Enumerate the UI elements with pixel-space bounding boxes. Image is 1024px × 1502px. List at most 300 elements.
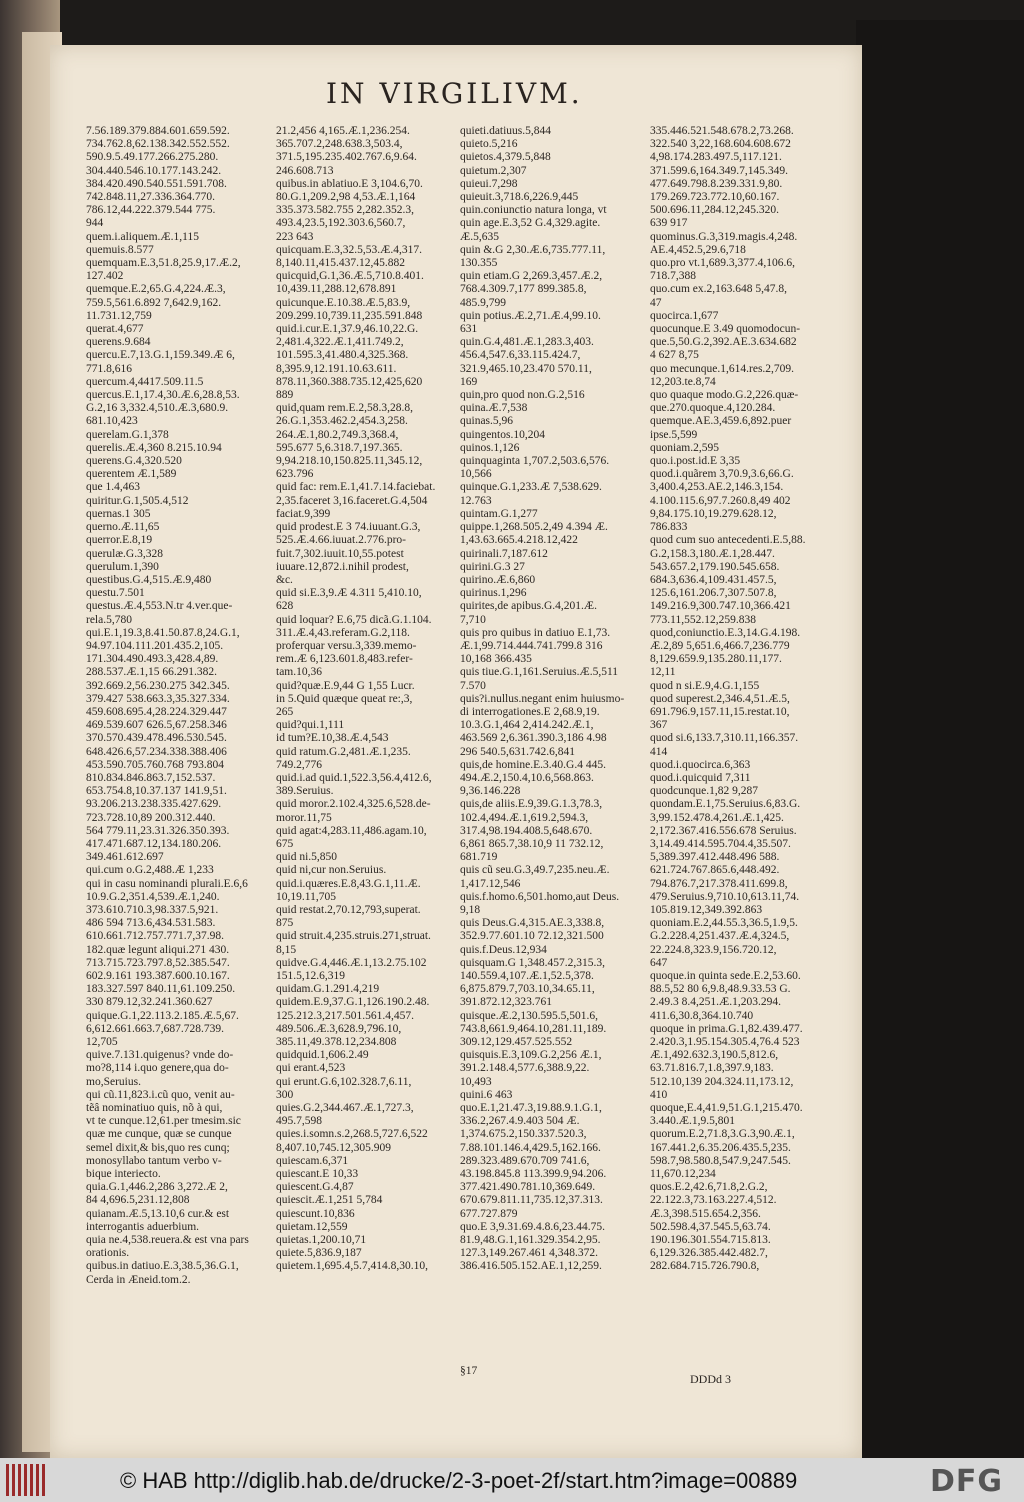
index-line: querens.9.684 bbox=[86, 336, 151, 349]
index-line: 392.669.2,56.230.275 342.345. bbox=[86, 679, 230, 692]
index-line: 7.570 bbox=[460, 679, 486, 692]
index-line: quin.coniunctio natura longa, vt bbox=[460, 204, 607, 217]
index-line: rela.5,780 bbox=[86, 613, 132, 626]
index-line: quin &.G 2,30.Æ.6,735.777.11, bbox=[460, 243, 606, 256]
index-line: quid?quæ.E.9,44 G 1,55 Lucr. bbox=[276, 679, 415, 692]
index-line: 2.420.3,1.95.154.305.4,76.4 523 bbox=[650, 1036, 800, 1049]
index-line: 459.608.695.4,28.224.329.447 bbox=[86, 705, 227, 718]
index-line: 384.420.490.540.551.591.708. bbox=[86, 177, 227, 190]
index-line: qui erant.4,523 bbox=[276, 1062, 346, 1075]
index-line: 4,98.174.283.497.5,117.121. bbox=[650, 151, 782, 164]
index-line: mo?8,114 i.quo genere,qua do- bbox=[86, 1062, 229, 1075]
index-line: 3,14.49.414.595.704.4,35.507. bbox=[650, 837, 791, 850]
index-line: qui cũ.11,823.i.cũ quo, venit au- bbox=[86, 1088, 235, 1101]
index-line: 2,35.faceret 3,16.faceret.G.4,504 bbox=[276, 494, 428, 507]
index-line: qui.cum o.G.2,488.Æ 1,233 bbox=[86, 864, 214, 877]
index-line: quieti.datiuus.5,844 bbox=[460, 125, 552, 137]
index-line: 371.5,195.235.402.767.6,9.64. bbox=[276, 151, 417, 164]
index-line: 564 779.11,23.31.326.350.393. bbox=[86, 824, 230, 837]
index-line: 889 bbox=[276, 389, 294, 402]
index-line: quoniam.2,595 bbox=[650, 441, 719, 454]
index-line: 81.9,48.G.1,161.329.354.2,95. bbox=[460, 1234, 601, 1247]
index-line: quietum.2,307 bbox=[460, 164, 527, 177]
index-line: 12,11 bbox=[650, 666, 676, 679]
index-line: quidquid.1,606.2.49 bbox=[276, 1049, 369, 1062]
index-line: quod.i.quicquid 7,311 bbox=[650, 771, 751, 784]
index-line: Æ.3,398.515.654.2,356. bbox=[650, 1207, 761, 1220]
index-line: quominus.G.3,319.magis.4,248. bbox=[650, 230, 798, 243]
index-line: 330 879.12,32.241.360.627 bbox=[86, 996, 213, 1009]
index-line: 8,407.10,745.12,305.909 bbox=[276, 1141, 391, 1154]
index-line: quirinus.1,296 bbox=[460, 587, 527, 600]
index-line: 631 bbox=[460, 323, 478, 336]
index-line: 742.848.11,27.336.364.770. bbox=[86, 191, 215, 204]
index-line: quid?qui.1,111 bbox=[276, 719, 345, 732]
index-line: 623.796 bbox=[276, 468, 314, 481]
index-column-3 bbox=[460, 125, 650, 1380]
index-line: 453.590.705.760.768 793.804 bbox=[86, 758, 224, 771]
index-line: 543.657.2,179.190.545.658. bbox=[650, 560, 780, 573]
index-line: querat.4,677 bbox=[86, 323, 144, 336]
index-line: 289.323.489.670.709 741.6, bbox=[460, 1154, 590, 1167]
index-line: 371.599.6,164.349.7,145.349. bbox=[650, 164, 788, 177]
index-line: 684.3,636.4,109.431.457.5, bbox=[650, 573, 777, 586]
index-line: 8,15 bbox=[276, 943, 297, 956]
index-line: 22.224.8,323.9,156.720.12, bbox=[650, 943, 777, 956]
index-line: 296 540.5,631.742.6,841 bbox=[460, 745, 575, 758]
index-line: 723.728.10,89 200.312.440. bbox=[86, 811, 216, 824]
index-line: quid agat:4,283.11,486.agam.10, bbox=[276, 824, 427, 837]
index-line: quieto.5,216 bbox=[460, 138, 518, 151]
index-line: 759.5,561.6.892 7,642.9,162. bbox=[86, 296, 222, 309]
index-line: 102.4,494.Æ.1,619.2,594.3, bbox=[460, 811, 589, 824]
index-line: 282.684.715.726.790.8, bbox=[650, 1260, 760, 1273]
index-column-2 bbox=[276, 125, 466, 1380]
index-line: 493.4,23.5,192.303.6,560.7, bbox=[276, 217, 406, 230]
index-line: quis tiue.G.1,161.Seruius.Æ.5,511 bbox=[460, 666, 619, 679]
index-line: 80.G.1,209.2,98 4,53.Æ.1,164 bbox=[276, 191, 416, 204]
index-line: quid loquar? E.6,75 dicã.G.1.104. bbox=[276, 613, 432, 626]
index-line: quicquid,G.1,36.Æ.5,710.8.401. bbox=[276, 270, 424, 283]
index-line: 373.610.710.3,98.337.5,921. bbox=[86, 903, 219, 916]
index-line: quin etiam.G 2,269.3,457.Æ.2, bbox=[460, 270, 603, 283]
index-line: quocirca.1,677 bbox=[650, 309, 719, 322]
index-line: tẽâ nominatiuo quis, nõ à qui, bbox=[86, 1102, 223, 1115]
index-line: quieui.7,298 bbox=[460, 177, 518, 190]
hab-barcode-icon bbox=[6, 1464, 46, 1496]
index-line: quid ni.5,850 bbox=[276, 851, 338, 864]
index-line: quies.i.somn.s.2,268.5,727.6,522 bbox=[276, 1128, 428, 1141]
index-line: 718.7,388 bbox=[650, 270, 696, 283]
index-line: 2,172.367.416.556.678 Seruius. bbox=[650, 824, 797, 837]
index-line: 810.834.846.863.7,152.537. bbox=[86, 771, 216, 784]
index-line: 26.G.1,353.462.2,454.3,258. bbox=[276, 415, 408, 428]
index-line: 602.9.161 193.387.600.10.167. bbox=[86, 970, 230, 982]
index-line: quernas.1 305 bbox=[86, 507, 151, 520]
index-line: quiescit.Æ.1,251 5,784 bbox=[276, 1194, 383, 1207]
index-line: quis,de aliis.E.9,39.G.1.3,78.3, bbox=[460, 798, 603, 811]
index-line: quis pro quibus in datiuo E.1,73. bbox=[460, 626, 611, 639]
index-line: 21.2,456 4,165.Æ.1,236.254. bbox=[276, 125, 410, 137]
index-line: monosyllabo tantum verbo v- bbox=[86, 1154, 222, 1167]
index-line: ipse.5,599 bbox=[650, 428, 698, 441]
index-line: 875 bbox=[276, 917, 294, 930]
index-line: 179.269.723.772.10,60.167. bbox=[650, 191, 780, 204]
index-line: 183.327.597 840.11,61.109.250. bbox=[86, 983, 236, 996]
index-line: 10,566 bbox=[460, 468, 492, 481]
index-line: quiete.5,836.9,187 bbox=[276, 1247, 362, 1260]
index-line: quod.i.quãrem 3,70.9,3.6,66.G. bbox=[650, 468, 794, 481]
index-line: querulæ.G.3,328 bbox=[86, 547, 163, 560]
index-line: 88.5,52 80 6,9.8,48.9.33.53 G. bbox=[650, 983, 791, 996]
index-line: 352.9.77.601.10 72.12,321.500 bbox=[460, 930, 604, 943]
index-line: semel dixit,& bis,quo res cunq; bbox=[86, 1141, 230, 1154]
index-line: 749.2,776 bbox=[276, 758, 322, 771]
index-line: querno.Æ.11,65 bbox=[86, 521, 160, 534]
index-line: 648.426.6,57.234.338.388.406 bbox=[86, 745, 227, 758]
index-line: 7.88.101.146.4,429.5,162.166. bbox=[460, 1141, 601, 1154]
index-line: bique interiecto. bbox=[86, 1168, 161, 1181]
index-line: quemuis.8.577 bbox=[86, 243, 154, 256]
index-line: quemque.AE.3,459.6,892.puer bbox=[650, 415, 792, 428]
index-line: 182.quæ legunt aliqui.271 430. bbox=[86, 943, 230, 956]
index-line: quive.7.131.quigenus? vnde do- bbox=[86, 1049, 234, 1062]
index-line: quis.f.homo.6,501.homo,aut Deus. bbox=[460, 890, 620, 903]
index-line: 140.559.4,107.Æ.1,52.5,378. bbox=[460, 970, 594, 982]
index-line: 10,19.11,705 bbox=[276, 890, 336, 903]
index-column-4 bbox=[650, 125, 850, 1380]
index-line: 10.3.G.1,464 2,414.242.Æ.1, bbox=[460, 719, 594, 732]
index-line: 386.416.505.152.AE.1,12,259. bbox=[460, 1260, 602, 1273]
index-line: 4.100.115.6,97.7.260.8,49 402 bbox=[650, 494, 791, 507]
index-line: faciat.9,399 bbox=[276, 507, 331, 520]
index-line: 10,168 366.435 bbox=[460, 653, 532, 666]
index-line: 512.10,139 204.324.11,173.12, bbox=[650, 1075, 794, 1088]
index-line: quis.f.Deus.12,934 bbox=[460, 943, 547, 956]
index-line: quodcunque.1,82 9,287 bbox=[650, 785, 758, 798]
index-line: in 5.Quid quæque queat re:,3, bbox=[276, 692, 413, 705]
index-line: 1,43.63.665.4.218.12,422 bbox=[460, 534, 578, 547]
index-line: quorum.E.2,71.8,3.G.3,90.Æ.1, bbox=[650, 1128, 795, 1141]
index-line: 3.440.Æ.1,9.5,801 bbox=[650, 1115, 735, 1128]
index-line: quinquaginta 1,707.2,503.6,576. bbox=[460, 455, 610, 468]
index-line: 681.10,423 bbox=[86, 415, 138, 428]
index-line: 12.763 bbox=[460, 494, 492, 507]
index-line: quocunque.E 3.49 quomodocun- bbox=[650, 323, 801, 336]
index-line: quisquis.E.3,109.G.2,256 Æ.1, bbox=[460, 1049, 602, 1062]
index-line: 377.421.490.781.10,369.649. bbox=[460, 1181, 596, 1194]
index-line: 479.Seruius.9,710.10,613.11,74. bbox=[650, 890, 800, 903]
dfg-logo: DFG bbox=[930, 1464, 1004, 1499]
index-line: querens.G.4,320.520 bbox=[86, 455, 182, 468]
index-line: quis,de homine.E.3.40.G.4 445. bbox=[460, 758, 606, 771]
index-line: quini.6 463 bbox=[460, 1088, 513, 1101]
index-line: 7.56.189.379.884.601.659.592. bbox=[86, 125, 230, 137]
index-line: quæ me cunque, quæ se cunque bbox=[86, 1128, 232, 1141]
index-line: 2,481.4,322.Æ.1,411.749.2, bbox=[276, 336, 404, 349]
index-line: 670.679.811.11,735.12,37.313. bbox=[460, 1194, 603, 1207]
index-line: 456.4,547.6,33.115.424.7, bbox=[460, 349, 581, 362]
index-line: quintam.G.1,277 bbox=[460, 507, 538, 520]
index-line: 411.6,30.8,364.10.740 bbox=[650, 1009, 754, 1022]
copyright-url-text[interactable]: © HAB http://diglib.hab.de/drucke/2-3-poet-2f/start.htm?image=00889 bbox=[120, 1468, 798, 1493]
index-line: 365.707.2,248.638.3,503.4, bbox=[276, 138, 403, 151]
index-line: 288.537.Æ.1,15 66.291.382. bbox=[86, 666, 217, 679]
index-line: qui erunt.G.6,102.328.7,6.11, bbox=[276, 1075, 412, 1088]
index-line: 11.731.12,759 bbox=[86, 309, 152, 322]
index-line: quo.E.1,21.47.3,19.88.9.1.G.1, bbox=[460, 1102, 602, 1115]
index-line: &c. bbox=[276, 573, 293, 586]
index-line: 786.833 bbox=[650, 521, 688, 534]
index-line: tam.10,36 bbox=[276, 666, 322, 679]
index-line: quercu.E.7,13.G.1,159.349.Æ 6, bbox=[86, 349, 235, 362]
index-line: quoque,E.4,41.9,51.G.1,215.470. bbox=[650, 1102, 803, 1115]
index-line: 11,670.12,234 bbox=[650, 1168, 716, 1181]
running-header: IN VIRGILIVM. bbox=[326, 77, 583, 110]
index-line: quid prodest.E 3 74.iuuant.G.3, bbox=[276, 521, 421, 534]
index-line: quos.E.2,42.6,71.8,2.G.2, bbox=[650, 1181, 768, 1194]
index-line: 486 594 713.6,434.531.583. bbox=[86, 917, 216, 930]
index-line: 321.9,465.10,23.470 570.11, bbox=[460, 362, 592, 375]
index-line: 391.2.148.4,577.6,388.9,22. bbox=[460, 1062, 590, 1075]
index-line: quo.E 3,9.31.69.4.8.6,23.44.75. bbox=[460, 1220, 606, 1233]
index-line: 502.598.4,37.545.5,63.74. bbox=[650, 1220, 771, 1233]
index-line: mo,Seruius. bbox=[86, 1075, 141, 1088]
index-line: quirinali.7,187.612 bbox=[460, 547, 548, 560]
index-line: quod.i.quocirca.6,363 bbox=[650, 758, 751, 771]
index-line: quique.G.1,22.113.2.185.Æ.5,67. bbox=[86, 1009, 239, 1022]
index-line: quin age.E.3,52 G.4,329.agite. bbox=[460, 217, 601, 230]
index-line: quirini.G.3 27 bbox=[460, 560, 525, 573]
index-line: qui.E.1,19.3,8.41.50.87.8,24.G.1, bbox=[86, 626, 240, 639]
index-line: G.2,16 3,332.4,510.Æ.3,680.9. bbox=[86, 402, 229, 415]
index-line: 105.819.12,349.392.863 bbox=[650, 903, 763, 916]
index-line: qui in casu nominandi plurali.E.6,6 bbox=[86, 877, 248, 890]
index-line: 414 bbox=[650, 745, 668, 758]
index-line: quod,coniunctio.E.3,14.G.4.198. bbox=[650, 626, 801, 639]
index-line: 681.719 bbox=[460, 851, 498, 864]
index-line: 734.762.8,62.138.342.552.552. bbox=[86, 138, 230, 151]
index-line: 43.198.845.8 113.399.9,94.206. bbox=[460, 1168, 607, 1181]
bottom-mark: §17 bbox=[460, 1365, 478, 1377]
index-line: quibus.in ablatiuo.E 3,104.6,70. bbox=[276, 177, 423, 190]
index-line: quiescent.G.4,87 bbox=[276, 1181, 354, 1194]
index-line: interrogantis aduerbium. bbox=[86, 1220, 200, 1233]
index-line: 691.796.9,157.11,15.restat.10, bbox=[650, 705, 790, 718]
index-line: quiescunt.10,836 bbox=[276, 1207, 355, 1220]
index-line: quercus.E.1,17.4,30.Æ.6,28.8,53. bbox=[86, 389, 240, 402]
index-line: 10,493 bbox=[460, 1075, 492, 1088]
index-line: quemquam.E.3,51.8,25.9,17.Æ.2, bbox=[86, 257, 241, 270]
index-line: que 1.4,463 bbox=[86, 481, 140, 494]
index-line: 12,705 bbox=[86, 1036, 118, 1049]
index-line: 489.506.Æ.3,628.9,796.10, bbox=[276, 1022, 402, 1035]
index-line: moror.11,75 bbox=[276, 811, 332, 824]
index-line: 768.4.309.7,177 899.385.8, bbox=[460, 283, 587, 296]
index-line: 322.540 3,22,168.604.608.672 bbox=[650, 138, 791, 151]
index-line: 167.441.2,6.35.206.435.5,235. bbox=[650, 1141, 791, 1154]
index-line: quicquam.E.3,32.5,53.Æ.4,317. bbox=[276, 243, 422, 256]
index-line: 743.8,661.9,464.10,281.11,189. bbox=[460, 1022, 607, 1035]
index-line: quippe.1,268.505.2,49 4.394 Æ. bbox=[460, 521, 608, 534]
index-line: quirites,de apibus.G.4,201.Æ. bbox=[460, 600, 598, 613]
index-line: quoque in prima.G.1,82.439.477. bbox=[650, 1022, 803, 1035]
index-line: 8,395.9,12.191.10.63.611. bbox=[276, 362, 397, 375]
index-line: quietem.1,695.4,5.7,414.8,30.10, bbox=[276, 1260, 429, 1273]
index-line: quisque.Æ.2,130.595.5,501.6, bbox=[460, 1009, 598, 1022]
index-line: G.2.228.4,251.437.Æ.4,324.5, bbox=[650, 930, 790, 943]
index-line: quid fac: rem.E.1,41.7.14.faciebat. bbox=[276, 481, 436, 494]
index-line: querror.E.8,19 bbox=[86, 534, 153, 547]
index-line: 47 bbox=[650, 296, 662, 309]
index-line: 10,439.11,288.12,678.891 bbox=[276, 283, 397, 296]
index-line: 7,710 bbox=[460, 613, 486, 626]
index-line: iuuare.12,872.i.nihil prodest, bbox=[276, 560, 409, 573]
index-line: 628 bbox=[276, 600, 294, 613]
index-line: quianam.Æ.5,13.10,6 cur.& est bbox=[86, 1207, 230, 1220]
index-line: fuit.7,302.iuuit.10,55.potest bbox=[276, 547, 404, 560]
index-line: quo.cum ex.2,163.648 5,47.8, bbox=[650, 283, 788, 296]
index-line: 469.539.607 626.5,67.258.346 bbox=[86, 719, 227, 732]
index-line: quinas.5,96 bbox=[460, 415, 514, 428]
index-line: 5,389.397.412.448.496 588. bbox=[650, 851, 780, 864]
index-line: quid ratum.G.2,481.Æ.1,235. bbox=[276, 745, 411, 758]
index-line: quoque.in quinta sede.E.2,53.60. bbox=[650, 970, 801, 982]
index-line: 304.440.546.10.177.143.242. bbox=[86, 164, 222, 177]
scan-background-right bbox=[856, 20, 1024, 1460]
index-line: 63.71.816.7,1.8,397.9,183. bbox=[650, 1062, 774, 1075]
index-line: quiescant.E 10,33 bbox=[276, 1168, 359, 1181]
index-line: 500.696.11,284.12,245.320. bbox=[650, 204, 779, 217]
index-line: quemque.E.2,65.G.4,224.Æ.3, bbox=[86, 283, 226, 296]
index-line: Cerda in Æneid.tom.2. bbox=[86, 1273, 191, 1286]
index-line: quo.i.post.id.E 3,35 bbox=[650, 455, 741, 468]
index-line: 127.3,149.267.461 4,348.372. bbox=[460, 1247, 598, 1260]
index-line: quinos.1,126 bbox=[460, 441, 520, 454]
index-line: quia.G.1,446.2,286 3,272.Æ 2, bbox=[86, 1181, 228, 1194]
index-line: 370.570.439.478.496.530.545. bbox=[86, 732, 227, 745]
index-line: 10.9.G.2,351.4,539.Æ.1,240. bbox=[86, 890, 220, 903]
index-line: 647 bbox=[650, 956, 668, 969]
index-line: questu.7.501 bbox=[86, 587, 145, 600]
index-line: quid,quam rem.E.2,58.3,28.8, bbox=[276, 402, 414, 415]
index-line: 4 627 8,75 bbox=[650, 349, 699, 362]
index-line: quietos.4,379.5,848 bbox=[460, 151, 551, 164]
signature-mark: DDDd 3 bbox=[690, 1372, 731, 1386]
index-line: quo quaque modo.G.2,226.quæ- bbox=[650, 389, 799, 402]
index-line: quicunque.E.10.38.Æ.5,83.9, bbox=[276, 296, 411, 309]
index-line: 2.49.3 8.4,251.Æ.1,203.294. bbox=[650, 996, 781, 1009]
index-line: id tum?E.10,38.Æ.4,543 bbox=[276, 732, 389, 745]
index-line: orationis. bbox=[86, 1247, 130, 1260]
index-line: 127.402 bbox=[86, 270, 124, 283]
index-line: 771.8,616 bbox=[86, 362, 132, 375]
index-line: rem.Æ 6,123.601.8,483.refer- bbox=[276, 653, 413, 666]
index-line: quo mecunque.1,614.res.2,709. bbox=[650, 362, 795, 375]
index-line: 171.304.490.493.3,428.4,89. bbox=[86, 653, 219, 666]
index-line: querulum.1,390 bbox=[86, 560, 159, 573]
index-line: Æ.5,635 bbox=[460, 230, 499, 243]
index-line: 595.677 5,6.318.7,197.365. bbox=[276, 441, 403, 454]
index-line: querentem Æ.1,589 bbox=[86, 468, 177, 481]
index-line: 389.Seruius. bbox=[276, 785, 334, 798]
index-line: 125.212.3,217.501.561.4,457. bbox=[276, 1009, 414, 1022]
index-line: quid.i.cur.E.1,37.9,46.10,22.G. bbox=[276, 323, 419, 336]
index-line: 786.12,44.222.379.544 775. bbox=[86, 204, 216, 217]
index-line: 525.Æ.4.66.iuuat.2.776.pro- bbox=[276, 534, 407, 547]
index-line: 9,94.218.10,150.825.11,345.12, bbox=[276, 455, 423, 468]
index-line: 385.11,49.378.12,234.808 bbox=[276, 1036, 397, 1049]
index-line: 379.427 538.663.3,35.327.334. bbox=[86, 692, 230, 705]
index-line: Æ.1,99.714.444.741.799.8 316 bbox=[460, 639, 603, 652]
index-line: quia ne.4,538.reuera.& est vna pars bbox=[86, 1234, 249, 1247]
index-line: 477.649.798.8.239.331.9,80. bbox=[650, 177, 783, 190]
index-line: 9,18 bbox=[460, 903, 481, 916]
index-line: quod si.6,133.7,310.11,166.357. bbox=[650, 732, 799, 745]
index-line: 598.7,98.580.8,547.9,247.545. bbox=[650, 1154, 791, 1167]
index-line: quis Deus.G.4,315.AE.3,338.8, bbox=[460, 917, 605, 930]
index-line: 463.569 2,6.361.390.3,186 4.98 bbox=[460, 732, 607, 745]
index-line: quina.Æ.7,538 bbox=[460, 402, 528, 415]
index-line: 1,374.675.2,150.337.520.3, bbox=[460, 1128, 587, 1141]
index-line: 417.471.687.12,134.180.206. bbox=[86, 837, 222, 850]
index-line: 675 bbox=[276, 837, 294, 850]
index-line: proferquar versu.3,339.memo- bbox=[276, 639, 417, 652]
index-line: 93.206.213.238.335.427.629. bbox=[86, 798, 222, 811]
index-line: 590.9.5.49.177.266.275.280. bbox=[86, 151, 219, 164]
index-line: 3,99.152.478.4,261.Æ.1,425. bbox=[650, 811, 784, 824]
index-line: quis?i.nullus.negant enim huiusmo- bbox=[460, 692, 625, 705]
index-line: 336.2,267.4.9.403 504 Æ. bbox=[460, 1115, 580, 1128]
index-line: 125.6,161.206.7,307.507.8, bbox=[650, 587, 777, 600]
index-line: questus.Æ.4,553.N.tr 4.ver.que- bbox=[86, 600, 233, 613]
index-line: Æ.1,492.632.3,190.5,812.6, bbox=[650, 1049, 779, 1062]
index-line: quondam.E.1,75.Seruius.6,83.G. bbox=[650, 798, 801, 811]
index-line: quietas.1,200.10,71 bbox=[276, 1234, 367, 1247]
index-line: 653.754.8,10.37.137 141.9,51. bbox=[86, 785, 227, 798]
index-line: quietam.12,559 bbox=[276, 1220, 348, 1233]
index-line: 944 bbox=[86, 217, 104, 230]
index-line: 878.11,360.388.735.12,425,620 bbox=[276, 375, 423, 388]
index-line: querelam.G.1,378 bbox=[86, 428, 169, 441]
index-line: 367 bbox=[650, 719, 668, 732]
index-line: quibus.in datiuo.E.3,38.5,36.G.1, bbox=[86, 1260, 239, 1273]
index-line: 610.661.712.757.771.7,37.98. bbox=[86, 930, 224, 943]
index-line: quin.G.4,481.Æ.1,283.3,403. bbox=[460, 336, 594, 349]
index-line: 265 bbox=[276, 705, 294, 718]
index-line: AE.4,452.5,29.6,718 bbox=[650, 243, 746, 256]
index-line: 9,36.146.228 bbox=[460, 785, 521, 798]
index-line: 8,129.659.9,135.280.11,177. bbox=[650, 653, 782, 666]
index-line: quercum.4,4417.509.11.5 bbox=[86, 375, 204, 388]
index-line: quiescam.6,371 bbox=[276, 1154, 349, 1167]
index-line: quin,pro quod non.G.2,516 bbox=[460, 389, 585, 402]
index-line: 6,129.326.385.442.482.7, bbox=[650, 1247, 768, 1260]
index-line: di interrogationes.E 2,68.9,19. bbox=[460, 705, 600, 718]
index-line: vt te cunque.12,61.per tmesim.sic bbox=[86, 1115, 241, 1128]
index-line: quid.i.ad quid.1,522.3,56.4,412.6, bbox=[276, 771, 432, 784]
index-line: quidve.G.4,446.Æ.1,13.2.75.102 bbox=[276, 956, 427, 969]
index-line: 190.196.301.554.715.813. bbox=[650, 1234, 771, 1247]
index-line: 101.595.3,41.480.4,325.368. bbox=[276, 349, 409, 362]
index-line: 391.872.12,323.761 bbox=[460, 996, 552, 1009]
index-line: quieuit.3,718.6,226.9,445 bbox=[460, 191, 579, 204]
index-line: quem.i.aliquem.Æ.1,115 bbox=[86, 230, 199, 243]
index-line: quingentos.10,204 bbox=[460, 428, 545, 441]
index-line: quid moror.2.102.4,325.6,528.de- bbox=[276, 798, 431, 811]
index-line: 773.11,552.12,259.838 bbox=[650, 613, 756, 626]
index-line: quis cũ seu.G.3,49.7,235.neu.Æ. bbox=[460, 864, 610, 877]
